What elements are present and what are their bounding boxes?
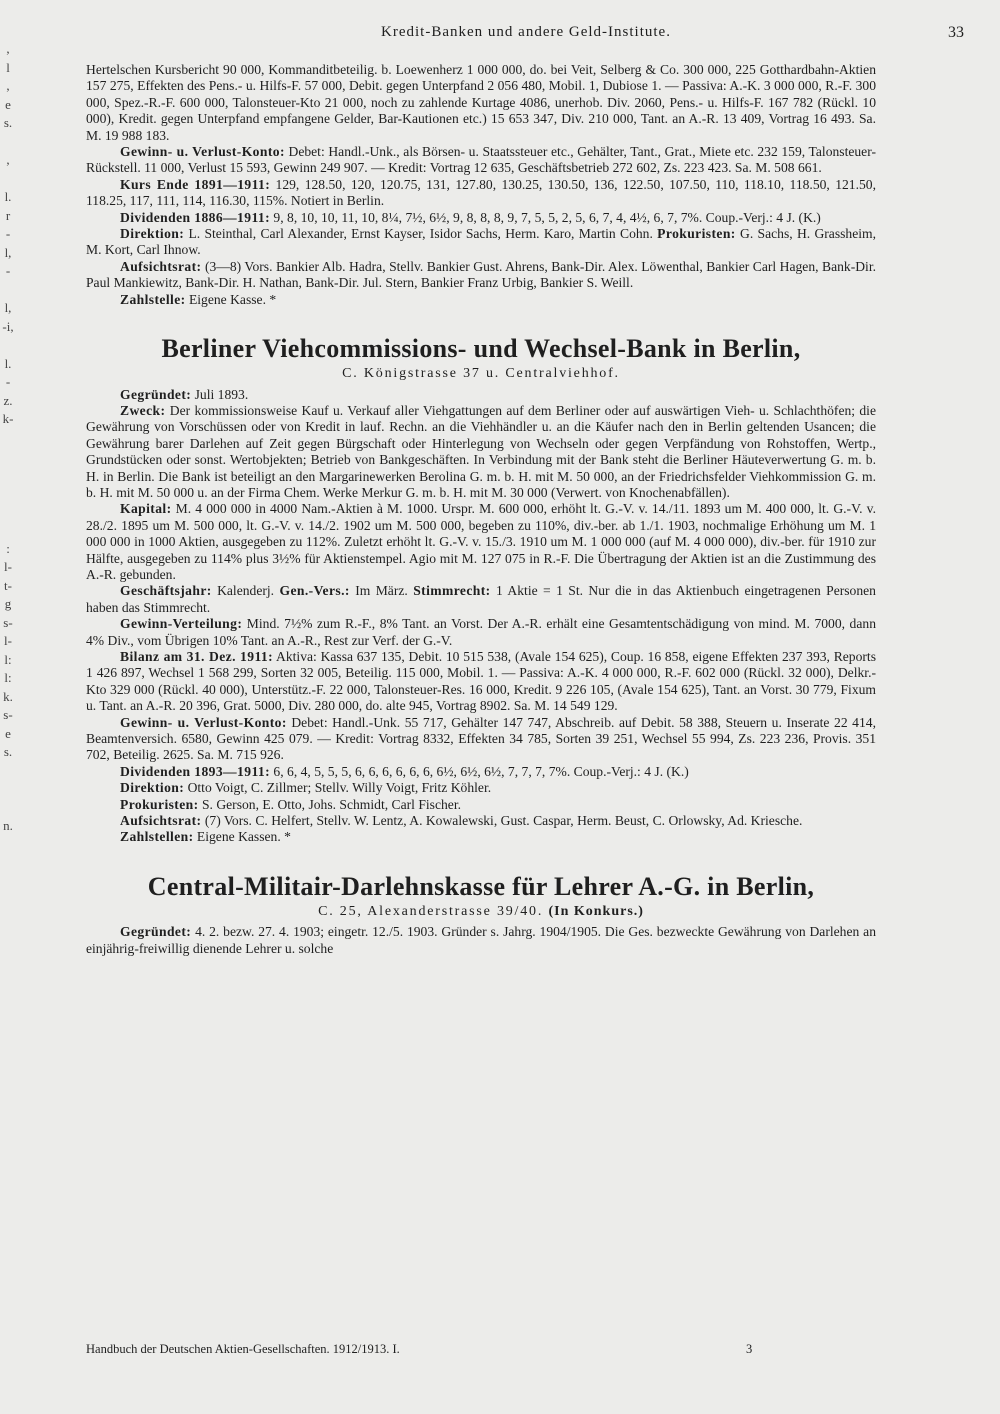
section1-title: Berliner Viehcommissions- und Wechsel-Bank in Berlin,	[161, 334, 801, 364]
margin-fragment	[0, 836, 16, 855]
running-head	[86, 24, 966, 46]
margin-fragment	[0, 1002, 16, 1021]
intro-ar-paragraph	[86, 259, 876, 292]
s1-gj-text: Kalenderj.	[211, 583, 280, 599]
margin-fragment: s.	[3, 115, 13, 130]
margin-fragment	[0, 1150, 16, 1169]
margin-fragment: ,	[6, 78, 10, 93]
margin-fragment	[0, 1280, 16, 1299]
margin-fragment	[0, 133, 16, 152]
s1-gewv-text: Mind. 7½% zum R.-F., 8% Tant. an Vorst. Der A.-R. erhält eine Gesamtentschädigung von mind. M. 7000, dann 4% Div., vom Übrigen 10% Tant. an A.-R., Rest zur Verf. der G.-V.	[86, 616, 876, 648]
s1-kap-paragraph	[86, 501, 876, 583]
s2-gegr-paragraph	[86, 924, 876, 957]
margin-fragment	[0, 891, 16, 910]
margin-fragment: -i,	[2, 318, 14, 334]
s1-div-text: 6, 6, 4, 5, 5, 5, 6, 6, 6, 6, 6, 6, 6½, 6½, 6½, 7, 7, 7, 7%. Coup.-Verj.: 4 J. (K.)	[270, 763, 689, 779]
s1-div-paragraph	[86, 764, 876, 780]
margin-fragment: -	[5, 374, 11, 389]
margin-fragment: e	[5, 725, 11, 741]
margin-fragment	[0, 447, 16, 466]
margin-fragment	[0, 521, 16, 540]
margin-fragment: l	[6, 59, 10, 75]
s1-ar-paragraph	[86, 813, 876, 829]
s1-zweck-label: Zweck:	[120, 402, 166, 418]
s1-gj-label: Geschäftsjahr:	[120, 583, 212, 599]
margin-fragment: k-	[2, 411, 14, 426]
section2-address: C. 25, Alexanderstrasse 39/40.	[318, 903, 544, 919]
s1-zahl-text: Eigene Kassen. *	[193, 829, 291, 845]
margin-fragment: l:	[4, 651, 12, 667]
s1-bil-label: Bilanz am 31. Dez. 1911:	[120, 649, 274, 664]
s1-gvk-text: Debet: Handl.-Unk. 55 717, Gehälter 147 747, Abschreib. auf Debit. 58 388, Steuern u. Inserate 22 414, Beamtenversich. 6580, Gewinn 425 079. — Kredit: Vortrag 8332, Effekten 34 785, Sorten 39 251, Wechsel 55 994, Zs. 223 236, Provis. 351 702, Beteilig. 2625. Sa. M. 715 926.	[86, 714, 876, 763]
margin-fragment	[0, 928, 16, 947]
intro-zahl-label: Zahlstelle:	[120, 291, 186, 307]
s1-gvk-label: Gewinn- u. Verlust-Konto:	[120, 714, 287, 730]
s1-zahl-paragraph	[86, 829, 876, 845]
intro-zahl-text: Eigene Kasse. *	[185, 291, 277, 307]
s1-gegr-text: Juli 1893.	[191, 386, 249, 402]
s2-gegr-text: 4. 2. bezw. 27. 4. 1903; eingetr. 12./5. 1903. Gründer s. Jahrg. 1904/1905. Die Ges. bezweckte Gewährung von Darlehen an einjährig-freiwillig dienende Lehrer u. solche	[86, 924, 876, 956]
s1-div-label: Dividenden 1893—1911:	[120, 763, 271, 779]
margin-fragment: l-	[4, 633, 12, 648]
s1-prok-label: Prokuristen:	[120, 796, 199, 812]
margin-fragment	[0, 429, 16, 448]
s1-dir-paragraph	[86, 780, 876, 796]
margin-fragment: l,	[4, 300, 12, 315]
margin-fragment: s-	[3, 707, 13, 722]
s1-dir-label: Direktion:	[120, 780, 185, 796]
intro-kurs-text: 129, 128.50, 120, 120.75, 131, 127.80, 130.25, 130.50, 136, 122.50, 107.50, 110, 118.10, 118.50, 121.50, 118.25, 117, 111, 114, 116.30, 115%. Notiert in Berlin.	[86, 176, 876, 209]
s1-gvk-paragraph	[86, 715, 876, 764]
margin-fragment	[0, 1039, 16, 1058]
margin-fragment: n.	[3, 818, 13, 833]
intro-dir-text: L. Steinthal, Carl Alexander, Ernst Kayser, Isidor Sachs, Herm. Karo, Martin Cohn.	[184, 226, 653, 242]
margin-fragment: ,	[6, 41, 10, 56]
margin-fragment: z.	[3, 392, 13, 408]
s1-gegr-label: Gegründet:	[120, 386, 192, 402]
margin-fragment	[0, 965, 16, 984]
margin-fragment: l-	[4, 559, 12, 574]
section2-title: Central-Militair-Darlehnskasse für Lehrer A.-G. in Berlin,	[147, 871, 815, 901]
margin-fragment: l.	[4, 189, 12, 204]
margin-fragment: l,	[4, 244, 12, 260]
s1-zweck-paragraph	[86, 403, 876, 501]
section2-subtitle	[86, 904, 876, 920]
margin-fragment	[0, 873, 16, 892]
s1-gewv-paragraph	[86, 616, 876, 649]
margin-fragment	[0, 984, 16, 1003]
intro-gv-label: Gewinn- u. Verlust-Konto:	[120, 144, 285, 160]
margin-fragment	[0, 762, 16, 781]
margin-fragment	[0, 466, 16, 485]
s1-gegr-paragraph	[86, 387, 876, 403]
s1-kap-label: Kapital:	[120, 501, 172, 517]
margin-fragment: k.	[3, 688, 13, 704]
s1-zahl-label: Zahlstellen:	[120, 829, 194, 845]
margin-fragment	[0, 503, 16, 522]
running-title: Kredit-Banken und andere Geld-Institute.	[381, 24, 671, 40]
margin-fragment: l:	[4, 670, 12, 685]
s1-ar-label: Aufsichtsrat:	[120, 813, 202, 829]
margin-fragment	[0, 854, 16, 873]
section2-konkurs-badge: (In Konkurs.)	[548, 903, 644, 919]
intro-kurs-label: Kurs Ende 1891—1911:	[120, 176, 271, 192]
section1-address: C. Königstrasse 37 u. Centralviehhof.	[342, 366, 620, 382]
margin-fragment: s.	[3, 744, 13, 759]
intro-gv-paragraph	[86, 144, 876, 177]
intro-div-label: Dividenden 1886—1911:	[120, 209, 271, 225]
margin-fragment	[0, 1187, 16, 1206]
binding-margin-fragments	[0, 40, 16, 1370]
margin-fragment	[0, 1113, 16, 1132]
intro-dir-paragraph	[86, 226, 876, 259]
margin-fragment: r	[5, 207, 11, 223]
s1-gv-text: Im März.	[349, 583, 414, 599]
intro-dir-label: Direktion:	[120, 226, 185, 242]
intro-prok-text: G. Sachs, H. Grassheim, M. Kort, Carl Ihnow.	[86, 226, 876, 258]
margin-fragment	[0, 1076, 16, 1095]
footer-source: Handbuch der Deutschen Aktien-Gesellschaften. 1912/1913. I.	[86, 1342, 400, 1356]
s1-ar-text: (7) Vors. C. Helfert, Stellv. W. Lentz, A. Kowalewski, Gust. Caspar, Herm. Beust, C. Orlowsky, Ad. Kriesche.	[201, 813, 803, 829]
s1-st-label: Stimmrecht:	[413, 583, 491, 599]
s1-bil-text: Aktiva: Kassa 637 135, Debit. 10 515 538, (Avale 154 625), Coup. 16 858, eigene Effekten 237 393, Reports 1 426 897, Wechsel 1 568 299, Sorten 32 005, Beteilig. 115 000, Mobil. 1. — Passiva: A.-K. 4 000 000, R.-F. 602 000 (Rückl. 32 000), Delkr.-Kto 329 000 (Rückl. 40 000), Unterstütz.-F. 22 000, Talonsteuer-Res. 16 000, Kredit. 9 226 105, (Avale 154 625), Tant. an Vorst. 30 779, Fixum u. Tant. an A.-R. 20 396, Grat. 5000, Div. 280 000, do. alte 945, Vortrag 8902. Sa. M. 14 549 129.	[86, 649, 876, 714]
margin-fragment: :	[6, 540, 10, 556]
s1-zweck-text: Der kommissionsweise Kauf u. Verkauf aller Viehgattungen auf dem Berliner oder auf auswärtigen Vieh- u. Schlachthöfen; die Gewährung von Vorschüssen oder von Kredit in lauf. Rechn. an die Viehhändler u. an die Käufer nach den in Berlin geltenden Usancen; die Gewährung barer Darlehen auf Zeit gegen Bürgschaft oder Hinterlegung von Wechseln oder gegen Verpfändung von Rohstoffen, Wertp., Grundstücken oder sonst. Wertobjekten; Betrieb von Bankgeschäften. In Verbindung mit der Bank steht die Berliner Häuteverwertung G. m. b. H. in Berlin. Die Bank ist beteiligt an den Margarinewerken Berolina G. m. b. H. mit M. 50 000, an der Friedrichsfelder Viehkommission G. m. b. H. mit M. 50 000 u. an der Firma Chem. Werke Merkur G. m. b. H. mit M. 30 000 (Verwert. von Knochenabfällen).	[86, 402, 876, 500]
s1-st-text: 1 Aktie = 1 St. Nur die in das Aktienbuch eingetragenen Personen haben das Stimmrecht.	[86, 583, 876, 615]
margin-fragment: ,	[6, 152, 10, 167]
margin-fragment	[0, 1021, 16, 1040]
s1-gj-paragraph	[86, 583, 876, 616]
margin-fragment: s-	[3, 614, 13, 630]
margin-fragment: l.	[4, 355, 12, 371]
margin-fragment: e	[5, 96, 11, 112]
margin-fragment: -	[5, 226, 11, 241]
s1-gv-label: Gen.-Vers.:	[279, 583, 350, 599]
page-content	[86, 62, 876, 957]
margin-fragment	[0, 1132, 16, 1151]
margin-fragment: t-	[4, 577, 12, 593]
margin-fragment	[0, 1243, 16, 1262]
intro-zahl-paragraph	[86, 292, 876, 308]
margin-fragment	[0, 170, 16, 189]
s1-gewv-label: Gewinn-Verteilung:	[120, 616, 243, 632]
page-number: 33	[948, 24, 964, 41]
intro-balance-paragraph: Hertelschen Kursbericht 90 000, Kommanditbeteilig. b. Loewenherz 1 000 000, do. bei Veit, Selberg & Co. 300 000, 225 Gotthardbahn-Aktien 157 275, Effekten des Pens.- u. Hilfs-F. 57 000, Debit. gegen Unterpfand 2 056 480, Mobil. 1, Dubiose 1. — Passiva: A.-K. 3 000 000, R.-F. 300 000, Spez.-R.-F. 600 000, Talonsteuer-Kto 21 000, noch zu zahlende Kurtage 4086, unerhob. Div. 2060, Pens.- u. Hilfs-F. 167 782 (Rückl. 10 000), Kredit. gegen Unterpfand empfangene Gelder, Bar-Kautionen etc.) 15 653 347, Div. 210 000, Tant. an A.-R. 13 409, Vortrag 16 493. Sa. M. 19 988 183.	[86, 62, 876, 143]
intro-prok-label: Prokuristen:	[657, 226, 736, 242]
margin-fragment: g	[4, 596, 12, 611]
margin-fragment	[0, 281, 16, 300]
margin-fragment	[0, 910, 16, 929]
intro-gv-text: Debet: Handl.-Unk., als Börsen- u. Staatssteuer etc., Gehälter, Tant., Grat., Miete etc. 232 159, Talonsteuer-Rückstell. 11 000, Verlust 15 593, Gewinn 249 907. — Kredit: Vortrag 12 635, Geschäftsbetrieb 272 602, Zs. 223 423. Sa. M. 508 661.	[86, 144, 876, 176]
margin-fragment	[0, 1095, 16, 1114]
s1-prok-paragraph	[86, 797, 876, 813]
footer-signature: 3	[746, 1342, 753, 1356]
intro-div-paragraph	[86, 210, 876, 226]
s1-dir-text: Otto Voigt, C. Zillmer; Stellv. Willy Voigt, Fritz Köhler.	[184, 780, 492, 796]
intro-ar-text: (3—8) Vors. Bankier Alb. Hadra, Stellv. Bankier Gust. Ahrens, Bank-Dir. Alex. Löwenthal, Bankier Carl Hagen, Bank-Dir. Paul Mankiewitz, Bank-Dir. H. Nathan, Bank-Dir. Jul. Stern, Bankier Franz Urbig, Bankier S. Weill.	[86, 258, 876, 291]
s1-bil-paragraph	[86, 649, 876, 715]
intro-ar-label: Aufsichtsrat:	[120, 258, 202, 274]
margin-fragment	[0, 1058, 16, 1077]
margin-fragment	[0, 484, 16, 503]
s1-kap-text: M. 4 000 000 in 4000 Nam.-Aktien à M. 1000. Urspr. M. 600 000, erhöht lt. G.-V. v. 14./11. 1893 um M. 400 000, lt. G.-V. v. 28./2. 1895 um M. 500 000, lt. G.-V. v. 14./2. 1902 um M. 500 000, begeben zu 110%, div.-ber. ab 1./1. 1903, nochmalige Erhöhung um M. 1 000 000 in 1000 Aktien, ausgegeben zu 112%. Zuletzt erhöht lt. G.-V. v. 15./3. 1910 um M. 1 000 000 (auf M. 4 000 000), div.-ber. für 1910 zur Hälfte, ausgegeben zu 114% plus 3½% für Aktienstempel. Agio mit M. 127 075 in R.-F. Die Übertragung der Aktien ist an die Zustimmung des A.-R. gebunden.	[86, 501, 876, 582]
margin-fragment	[0, 336, 16, 355]
page-footer	[86, 1342, 876, 1360]
intro-div-text: 9, 8, 10, 10, 11, 10, 8¼, 7½, 6½, 9, 8, 8, 8, 9, 7, 5, 5, 2, 5, 6, 7, 4, 4½, 6, 7, 7%. Coup.-Verj.: 4 J. (K.)	[270, 209, 821, 225]
margin-fragment	[0, 799, 16, 818]
margin-fragment	[0, 1224, 16, 1243]
margin-fragment	[0, 1206, 16, 1225]
margin-fragment: -	[5, 263, 11, 278]
s2-gegr-label: Gegründet:	[120, 924, 192, 940]
intro-kurs-paragraph	[86, 177, 876, 210]
s1-prok-text: S. Gerson, E. Otto, Johs. Schmidt, Carl Fischer.	[198, 796, 461, 812]
margin-fragment	[0, 1169, 16, 1188]
margin-fragment	[0, 780, 16, 799]
margin-fragment	[0, 947, 16, 966]
margin-fragment	[0, 1261, 16, 1280]
